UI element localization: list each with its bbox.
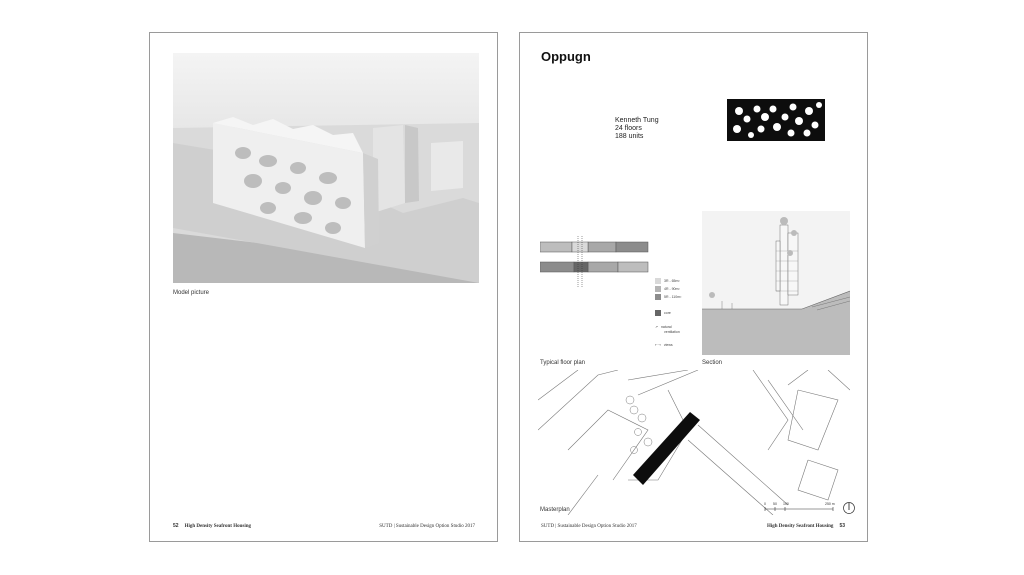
section-caption: Section — [702, 360, 723, 366]
model-photo-drawing — [173, 53, 479, 283]
legend-swatch-core — [655, 310, 661, 316]
legend-core: core — [664, 310, 671, 315]
plan-caption: Typical floor plan — [540, 360, 586, 366]
floor-count: 24 floors — [615, 125, 642, 132]
left-footer-title — [173, 523, 251, 529]
right-page-number: 53 — [839, 523, 845, 529]
legend-views: views — [663, 343, 673, 347]
ventilation-arrow-icon: ↗ — [655, 325, 658, 329]
north-arrow-icon — [842, 501, 856, 515]
legend-swatch-5r — [655, 294, 661, 300]
legend-ventilation-2: ventilation — [664, 330, 680, 334]
scale-bar — [763, 499, 839, 519]
legend-3r: 3R - 65m² — [664, 278, 680, 283]
section-svg — [702, 211, 850, 355]
views-arrow-icon: ⇠⇢ — [655, 343, 661, 347]
masterplan-caption: Masterplan — [540, 507, 570, 513]
typical-floor-plan — [540, 236, 650, 290]
legend-ventilation-1: natural — [660, 325, 672, 329]
left-page — [149, 32, 498, 542]
legend-swatch-4r — [655, 286, 661, 292]
left-footer-studio: SUTD | Sustainable Design Option Studio 2017 — [379, 524, 475, 529]
legend-4r: 4R - 90m² — [664, 286, 680, 291]
right-footer-studio: SUTD | Sustainable Design Option Studio 2017 — [541, 524, 637, 529]
section-drawing — [702, 211, 850, 355]
project-title: Oppugn — [541, 49, 591, 64]
model-photo — [173, 53, 479, 283]
legend-swatch-3r — [655, 278, 661, 284]
author-name: Kenneth Tung — [615, 117, 659, 124]
right-footer-title — [767, 523, 845, 529]
photo-caption: Model picture — [173, 290, 210, 296]
unit-count: 188 units — [615, 133, 644, 140]
left-page-number: 52 — [173, 523, 179, 529]
project-info — [615, 117, 659, 141]
scale-label-0: 0 — [764, 502, 766, 506]
left-footer-title-text: High Density Seafront Housing — [184, 524, 252, 529]
right-footer-title-text: High Density Seafront Housing — [766, 524, 834, 529]
scale-label-250: 250 m — [825, 502, 835, 506]
masterplan-drawing — [538, 370, 850, 515]
right-page — [519, 32, 868, 542]
scale-label-50: 50 — [773, 502, 777, 506]
scale-label-100: 100 — [783, 502, 789, 506]
facade-pattern-graphic — [727, 99, 825, 141]
legend-5r: 5R - 110m² — [664, 294, 682, 299]
masterplan-svg — [538, 370, 850, 515]
